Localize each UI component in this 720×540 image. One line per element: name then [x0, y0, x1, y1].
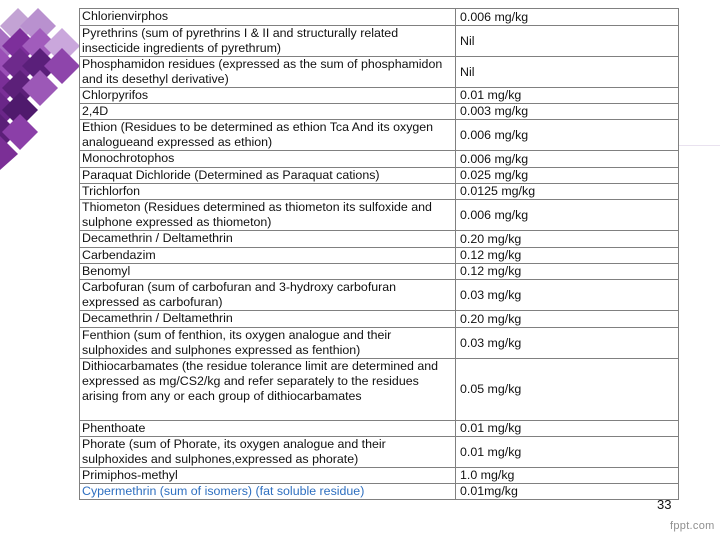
- table-row: [80, 200, 679, 231]
- table-row: [80, 328, 679, 359]
- table-row: [80, 280, 679, 311]
- limit-cell: 0.01mg/kg: [456, 484, 679, 500]
- limit-cell: 0.12 mg/kg: [456, 248, 679, 264]
- limit-cell: 0.006 mg/kg: [456, 151, 679, 168]
- limit-cell: 0.01 mg/kg: [456, 437, 679, 468]
- table-row: [80, 248, 679, 264]
- substance-cell: Ethion (Residues to be determined as ethion Tca And its oxygen analogueand expressed as ethion): [80, 120, 456, 151]
- substance-cell: Trichlorfon: [80, 184, 456, 200]
- table-row: [80, 151, 679, 168]
- table-row: [80, 168, 679, 184]
- limit-cell: 0.025 mg/kg: [456, 168, 679, 184]
- table-row: [80, 484, 679, 500]
- table-row: [80, 88, 679, 104]
- table-row: [80, 468, 679, 484]
- substance-cell: Thiometon (Residues determined as thiometon its sulfoxide and sulphone expressed as thiometon): [80, 200, 456, 231]
- substance-cell: Phorate (sum of Phorate, its oxygen analogue and their sulphoxides and sulphones,expressed as phorate): [80, 437, 456, 468]
- table-row: [80, 120, 679, 151]
- table-row: [80, 359, 679, 421]
- table-row: [80, 57, 679, 88]
- substance-cell: Fenthion (sum of fenthion, its oxygen analogue and their sulphoxides and sulphones expressed as fenthion): [80, 328, 456, 359]
- table-row: [80, 437, 679, 468]
- limit-cell: 0.003 mg/kg: [456, 104, 679, 120]
- limit-cell: 0.03 mg/kg: [456, 328, 679, 359]
- pesticide-limits-table: [79, 8, 678, 500]
- limit-cell: Nil: [456, 26, 679, 57]
- fppt-watermark: fppt.com: [670, 520, 715, 532]
- table-row: [80, 311, 679, 328]
- limit-cell: 1.0 mg/kg: [456, 468, 679, 484]
- substance-cell: Decamethrin / Deltamethrin: [80, 311, 456, 328]
- substance-cell-highlighted: Cypermethrin (sum of isomers) (fat soluble residue): [80, 484, 456, 500]
- substance-cell: Carbendazim: [80, 248, 456, 264]
- table-row: [80, 26, 679, 57]
- substance-cell: 2,4D: [80, 104, 456, 120]
- table-row: [80, 264, 679, 280]
- substance-cell: Carbofuran (sum of carbofuran and 3-hydroxy carbofuran expressed as carbofuran): [80, 280, 456, 311]
- limit-cell: Nil: [456, 57, 679, 88]
- limit-cell: 0.006 mg/kg: [456, 200, 679, 231]
- page-number: 33: [657, 497, 672, 512]
- limit-cell: 0.12 mg/kg: [456, 264, 679, 280]
- table-row: [80, 9, 679, 26]
- substance-cell: Phenthoate: [80, 421, 456, 437]
- substance-cell: Primiphos-methyl: [80, 468, 456, 484]
- limit-cell: 0.20 mg/kg: [456, 231, 679, 248]
- decorative-corner-pattern: [0, 0, 80, 170]
- substance-cell: Chlorpyrifos: [80, 88, 456, 104]
- limit-cell: 0.006 mg/kg: [456, 9, 679, 26]
- substance-cell: Pyrethrins (sum of pyrethrins I & II and structurally related insecticide ingredients of pyrethrum): [80, 26, 456, 57]
- substance-cell: Chlorienvirphos: [80, 9, 456, 26]
- substance-cell: Dithiocarbamates (the residue tolerance limit are determined and expressed as mg/CS2/kg and refer separately to the residues arising from any or each group of dithiocarbamates: [80, 359, 456, 421]
- limit-cell: 0.03 mg/kg: [456, 280, 679, 311]
- limit-cell: 0.006 mg/kg: [456, 120, 679, 151]
- table-row: [80, 421, 679, 437]
- substance-cell: Benomyl: [80, 264, 456, 280]
- table-row: [80, 231, 679, 248]
- limit-cell: 0.0125 mg/kg: [456, 184, 679, 200]
- table-row: [80, 184, 679, 200]
- substance-cell: Phosphamidon residues (expressed as the sum of phosphamidon and its desethyl derivative): [80, 57, 456, 88]
- limit-cell: 0.01 mg/kg: [456, 421, 679, 437]
- table-row: [80, 104, 679, 120]
- substance-cell: Paraquat Dichloride (Determined as Paraquat cations): [80, 168, 456, 184]
- limit-cell: 0.20 mg/kg: [456, 311, 679, 328]
- limit-cell: 0.01 mg/kg: [456, 88, 679, 104]
- substance-cell: Monochrotophos: [80, 151, 456, 168]
- limit-cell: 0.05 mg/kg: [456, 359, 679, 421]
- substance-cell: Decamethrin / Deltamethrin: [80, 231, 456, 248]
